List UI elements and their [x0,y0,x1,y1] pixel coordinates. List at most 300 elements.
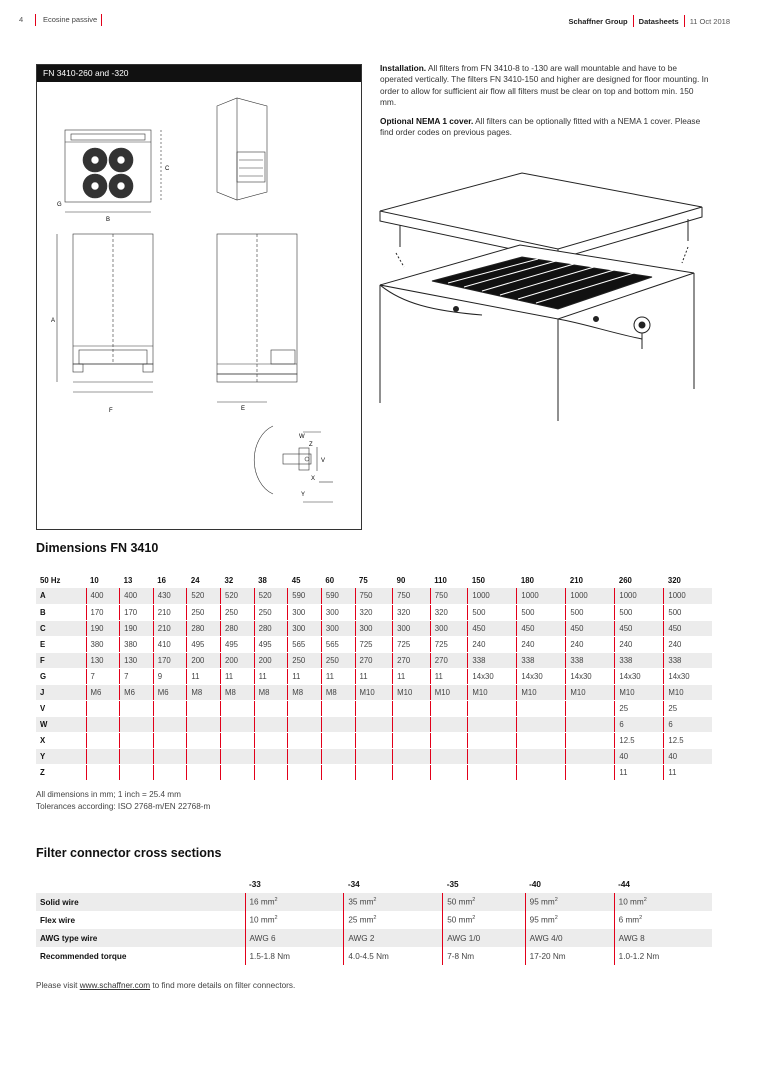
header-divider [35,14,36,26]
dim-cell: 750 [430,588,468,604]
dim-cell: 495 [254,636,288,652]
connector-value: 7-8 Nm [447,951,475,961]
dim-label-e: E [241,406,246,412]
dim-col-header: 10 [90,576,99,585]
connector-value: 16 mm [249,897,275,907]
dim-col-header: 16 [157,576,166,585]
nema-text: All filters can be optionally fitted with a NEMA 1 cover. Please find order codes on previous pages. [380,116,701,138]
tolerance-note: Tolerances according: ISO 2768-m/EN 22768-m [36,802,211,811]
dim-col-header: 320 [667,576,681,585]
connector-unit-exponent: 2 [373,897,377,904]
header-divider [101,14,102,26]
dim-cell [86,748,120,764]
connector-value: 50 mm [447,915,473,925]
dim-cell: 250 [221,604,255,620]
connector-cell [344,947,443,965]
dim-col-header: 260 [618,576,632,585]
dim-cell: 338 [566,652,615,668]
connector-value: 6 mm [618,915,640,925]
dim-label-f: F [109,408,113,414]
dim-cell [288,764,322,780]
connector-value: 35 mm [348,897,374,907]
drawing-panel-title: FN 3410-260 and -320 [37,65,361,82]
dim-cell: 500 [468,604,517,620]
connector-row-label: AWG type wire [36,929,245,947]
dim-cell [153,700,187,716]
dim-cell: M10 [355,684,393,700]
dim-cell [86,732,120,748]
connector-cell [344,929,443,947]
dim-cell: 520 [221,588,255,604]
dim-cell [221,748,255,764]
dim-cell [468,748,517,764]
installation-heading: Installation. [380,63,427,73]
dim-cell [468,716,517,732]
connectors-table [36,876,712,965]
dim-cell [517,700,566,716]
dim-cell: M8 [254,684,288,700]
footer-text-before: Please visit [36,981,80,990]
dim-cell [86,764,120,780]
dim-cell [86,716,120,732]
dim-cell: 500 [615,604,664,620]
dim-cell: 520 [187,588,221,604]
dim-cell: M10 [615,684,664,700]
dim-cell: M10 [664,684,712,700]
dim-cell: 11 [664,764,712,780]
dim-cell: 500 [566,604,615,620]
dim-cell: 40 [615,748,664,764]
connector-value: 1.0-1.2 Nm [618,951,660,961]
connector-cell [344,893,443,911]
dim-cell: 240 [615,636,664,652]
dim-cell: 450 [517,620,566,636]
dim-cell: 1000 [664,588,712,604]
dim-col-header: 24 [190,576,200,585]
dim-label-z: Z [309,442,313,448]
connector-value: 10 mm [618,897,644,907]
installation-notes [380,63,710,147]
dim-cell: 6 [664,716,712,732]
dim-cell: 450 [615,620,664,636]
dim-cell: 338 [468,652,517,668]
dim-cell: 280 [254,620,288,636]
header-divider [633,15,634,27]
dim-cell: 190 [120,620,154,636]
dim-cell: 450 [468,620,517,636]
dim-row-label: C [36,620,86,636]
dim-cell: 495 [221,636,255,652]
dim-cell: M6 [86,684,120,700]
header-divider [684,15,685,27]
dim-cell: 14x30 [517,668,566,684]
dim-cell: 280 [187,620,221,636]
connector-cell [245,929,344,947]
dim-cell [468,764,517,780]
dim-cell: 11 [355,668,393,684]
dim-cell [254,732,288,748]
dimension-units-note: All dimensions in mm; 1 inch = 25.4 mm [36,790,181,799]
connector-unit-exponent: 2 [554,915,558,922]
nema-paragraph [380,116,710,139]
connector-cell [614,929,712,947]
connector-unit-exponent: 2 [643,897,647,904]
dim-cell [393,748,431,764]
dim-row-label: V [36,700,86,716]
dim-cell: 270 [430,652,468,668]
dim-label-v: V [321,458,326,464]
connector-value: AWG 1/0 [447,933,481,943]
connector-cell [614,893,712,911]
dim-cell [288,732,322,748]
dim-cell [566,700,615,716]
dim-cell: 338 [517,652,566,668]
dim-cell: 1000 [517,588,566,604]
connector-value: 95 mm [529,915,555,925]
connector-unit-exponent: 2 [274,915,278,922]
dim-cell: 7 [86,668,120,684]
dim-cell [393,700,431,716]
dim-cell: 300 [288,620,322,636]
connector-cell [614,911,712,929]
dim-cell [355,732,393,748]
dim-row-label: B [36,604,86,620]
dim-label-c: C [165,166,170,172]
dim-cell: 725 [430,636,468,652]
dim-cell: 500 [517,604,566,620]
dim-row [36,620,712,636]
dim-cell: M10 [517,684,566,700]
dim-cell: M10 [393,684,431,700]
dim-row [36,716,712,732]
dim-cell [355,764,393,780]
connector-cell [344,911,443,929]
dim-cell: 250 [187,604,221,620]
section-name: Datasheets [638,16,679,26]
dim-cell: 25 [664,700,712,716]
connector-cell [443,893,525,911]
connector-row [36,947,712,965]
dim-cell: 725 [355,636,393,652]
dim-cell: M6 [153,684,187,700]
dim-cell: 300 [393,620,431,636]
company-name: Schaffner Group [568,16,628,26]
dim-cell: 11 [221,668,255,684]
dim-cell [321,716,355,732]
dim-cell: 590 [321,588,355,604]
dim-cell: 450 [566,620,615,636]
connector-unit-exponent: 2 [639,915,643,922]
connector-value: 25 mm [348,915,374,925]
connector-cell [525,911,614,929]
dim-cell [430,716,468,732]
connector-col-header: -44 [618,880,630,889]
dim-cell [153,748,187,764]
document-title: Ecosine passive [43,15,98,24]
dim-cell: 338 [664,652,712,668]
dim-cell [221,764,255,780]
dim-col-header: 32 [224,576,234,585]
dim-cell: 130 [86,652,120,668]
connector-row [36,893,712,911]
technical-drawing-panel [36,64,362,530]
dim-cell [254,748,288,764]
connectors-heading: Filter connector cross sections [36,846,222,860]
dim-label-b: B [106,217,111,223]
dim-cell [321,748,355,764]
connector-cell [443,947,525,965]
dim-row [36,684,712,700]
dimensions-table [36,573,712,781]
dim-cell: 190 [86,620,120,636]
connector-col-header: -33 [249,880,261,889]
dim-cell: 430 [153,588,187,604]
dim-cell: 12.5 [664,732,712,748]
dim-cell: 270 [355,652,393,668]
dim-cell: 6 [615,716,664,732]
dim-cell: 200 [254,652,288,668]
header-right [568,15,730,27]
dim-row-label: G [36,668,86,684]
dim-cell [153,764,187,780]
dim-cell: 250 [288,652,322,668]
connector-cell [525,929,614,947]
dim-cell: 300 [355,620,393,636]
dim-col-header: 45 [291,576,301,585]
connector-unit-exponent: 2 [472,897,476,904]
installation-paragraph [380,63,710,108]
dim-row-label: E [36,636,86,652]
dim-cell [153,716,187,732]
dim-col-header: 60 [325,576,335,585]
dim-row-label: X [36,732,86,748]
footer-text-after: to find more details on filter connectors. [150,981,296,990]
dim-cell: 1000 [615,588,664,604]
dim-cell: 380 [120,636,154,652]
dim-cell: 565 [321,636,355,652]
dimensions-notes [36,789,210,813]
dim-cell: 380 [86,636,120,652]
connector-row [36,911,712,929]
dim-cell [430,748,468,764]
dim-cell: 170 [153,652,187,668]
dim-cell [393,732,431,748]
dim-row [36,732,712,748]
dim-cell: 300 [288,604,322,620]
dim-cell [566,732,615,748]
dim-cell: 1000 [566,588,615,604]
connector-cell [525,947,614,965]
dim-cell: 170 [86,604,120,620]
dim-cell [566,716,615,732]
dim-cell: 400 [120,588,154,604]
dim-col-header: 38 [258,576,267,585]
dim-cell [517,732,566,748]
connector-row-label: Flex wire [40,915,76,925]
dim-row [36,668,712,684]
dim-cell: 210 [153,604,187,620]
connector-value: AWG 8 [618,933,645,943]
dim-row-label: W [36,716,86,732]
connector-col-header: -40 [529,880,541,889]
dim-cell [187,748,221,764]
dim-cell [430,732,468,748]
dim-cell [254,700,288,716]
dim-cell [355,700,393,716]
dim-cell [430,764,468,780]
dim-label-g: G [57,202,62,208]
dim-label-y: Y [301,492,306,498]
installation-text: All filters from FN 3410-8 to -130 are wall mountable and have to be operated vertically. The filters FN 3410-150 and higher are designed for floor mounting. In order to allow for sufficient air flow all filters must be clear on top and bottom min. 150 mm. [380,63,709,107]
dim-cell: M6 [120,684,154,700]
dim-cell: 400 [86,588,120,604]
dim-cell: 725 [393,636,431,652]
dim-cell: 11 [288,668,322,684]
dim-row-label: F [36,652,86,668]
connector-cell [614,947,712,965]
dim-row [36,652,712,668]
dim-cell: M8 [187,684,221,700]
dim-cell: M10 [430,684,468,700]
dim-cell: 300 [321,604,355,620]
dim-cell: 200 [187,652,221,668]
dim-row [36,748,712,764]
dim-cell: 14x30 [566,668,615,684]
dim-cell: 410 [153,636,187,652]
header-date: 11 Oct 2018 [689,16,730,26]
connector-value: 10 mm [249,915,275,925]
connector-row-label: Recommended torque [40,951,127,961]
connector-row-label: Solid wire [36,893,245,911]
dim-cell: 11 [321,668,355,684]
dim-cell [254,716,288,732]
dim-cell: 7 [120,668,154,684]
dim-cell: 240 [468,636,517,652]
dim-cell [221,716,255,732]
dim-cell [393,764,431,780]
dim-cell: 200 [221,652,255,668]
dim-row [36,636,712,652]
connector-value: 4.0-4.5 Nm [348,951,389,961]
dim-cell [566,764,615,780]
nema-heading: Optional NEMA 1 cover. [380,116,474,127]
dim-col-header: 110 [434,576,447,585]
dim-cell: 1000 [468,588,517,604]
dim-cell [355,748,393,764]
dim-cell [187,764,221,780]
connector-cell [245,911,344,929]
dim-cell: 450 [664,620,712,636]
connector-cell [443,911,525,929]
dim-cell: 565 [288,636,322,652]
dim-label-w: W [299,434,305,440]
dim-cell [120,700,154,716]
connector-value: AWG 2 [348,933,375,943]
connectors-header-row [36,876,712,893]
dim-cell: 14x30 [468,668,517,684]
connector-cell [525,893,614,911]
dim-cell: 11 [430,668,468,684]
connector-value: 1.5-1.8 Nm [249,951,290,961]
connector-value: AWG 4/0 [529,933,563,943]
dim-cell [321,732,355,748]
dim-cell: M10 [468,684,517,700]
dim-row [36,588,712,604]
dim-cell [468,732,517,748]
dim-cell [187,716,221,732]
connector-unit-exponent: 2 [274,897,278,904]
dim-cell [468,700,517,716]
connector-unit-exponent: 2 [373,915,377,922]
dim-col-header: 180 [520,576,534,585]
dim-cell: 338 [615,652,664,668]
dim-cell: 240 [566,636,615,652]
dim-cell: 520 [254,588,288,604]
dim-cell [355,716,393,732]
corner-header: 50 Hz [40,576,61,585]
dim-cell: 11 [615,764,664,780]
dim-cell [153,732,187,748]
dim-cell: M8 [288,684,322,700]
dim-row-label: A [36,588,86,604]
dim-cell: 320 [393,604,431,620]
dim-cell [517,716,566,732]
dim-cell: 500 [664,604,712,620]
dim-cell: 25 [615,700,664,716]
dim-cell: 130 [120,652,154,668]
dim-cell: 240 [664,636,712,652]
dim-cell [221,700,255,716]
dimensions-header-row [36,573,712,588]
dim-cell: 300 [321,620,355,636]
dim-cell: 320 [430,604,468,620]
dim-label-a: A [51,318,56,324]
dim-cell [288,716,322,732]
dim-cell: 280 [221,620,255,636]
connector-cell [245,947,344,965]
dim-cell: 14x30 [615,668,664,684]
dim-cell [321,764,355,780]
dim-cell: 11 [187,668,221,684]
dim-cell: M8 [321,684,355,700]
dim-cell [120,716,154,732]
dim-cell [517,748,566,764]
connector-cell [443,929,525,947]
dim-cell [120,748,154,764]
dim-row [36,604,712,620]
dim-cell [430,700,468,716]
dim-cell: 590 [288,588,322,604]
dim-cell [221,732,255,748]
dim-cell [517,764,566,780]
dim-cell: M8 [221,684,255,700]
connector-corner [36,876,245,893]
dim-cell [187,732,221,748]
dim-cell: 750 [355,588,393,604]
schaffner-link[interactable]: www.schaffner.com [79,981,151,990]
dim-cell: 170 [120,604,154,620]
dim-cell: 14x30 [664,668,712,684]
connector-col-header: -34 [347,880,360,889]
dim-row [36,700,712,716]
dim-cell [86,700,120,716]
dim-col-header: 90 [396,576,406,585]
dim-cell: 250 [254,604,288,620]
dim-cell: 12.5 [615,732,664,748]
dim-cell: 9 [153,668,187,684]
dim-cell: 210 [153,620,187,636]
page-header [0,14,768,28]
